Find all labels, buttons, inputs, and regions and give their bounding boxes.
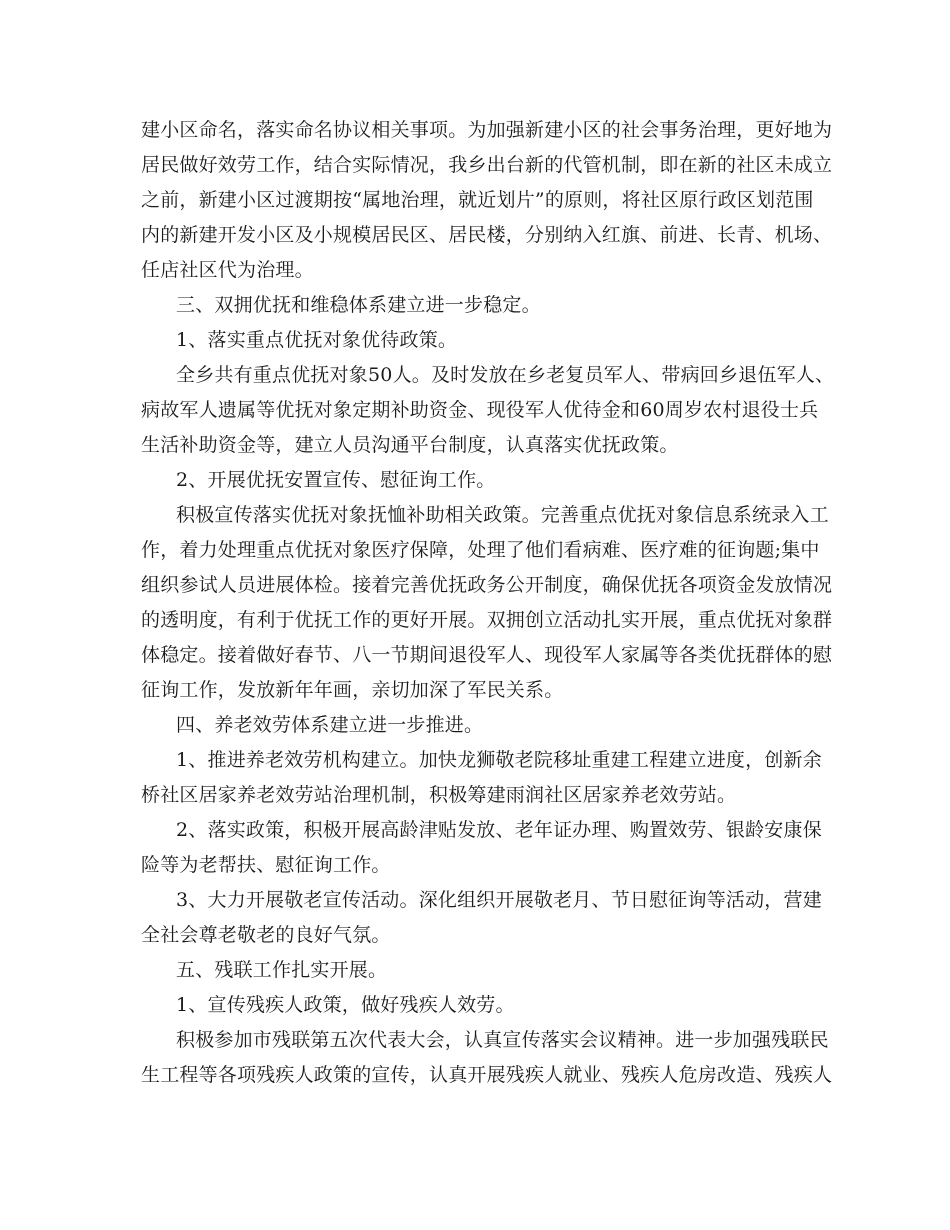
paragraph-line: 组织参试人员进展体检。接着完善优抚政务公开制度，确保优抚各项资金发放情况 [141,574,833,596]
paragraph-line: 的透明度，有利于优抚工作的更好开展。双拥创立活动扎实开展，重点优抚对象群 [141,609,833,631]
paragraph-line: 生工程等各项残疾人政策的宣传，认真开展残疾人就业、残疾人危房改造、残疾人 [141,1064,833,1086]
paragraph-line: 居民做好效劳工作，结合实际情况，我乡出台新的代管机制，即在新的社区未成立 [141,154,833,176]
paragraph-line: 体稳定。接着做好春节、八一节期间退役军人、现役军人家属等各类优抚群体的慰 [141,644,833,666]
paragraph-line: 征询工作，发放新年年画，亲切加深了军民关系。 [141,679,564,701]
paragraph-line: 2、落实政策，积极开展高龄津贴发放、老年证办理、购置效劳、银龄安康保 [176,819,822,841]
paragraph-line: 内的新建开发小区及小规模居民区、居民楼，分别纳入红旗、前进、长青、机场、 [141,224,833,246]
paragraph-line: 积极参加市残联第五次代表大会，认真宣传落实会议精神。进一步加强残联民 [176,1029,829,1051]
section-heading: 四、养老效劳体系建立进一步推进。 [176,714,484,736]
paragraph-line: 建小区命名，落实命名协议相关事项。为加强新建小区的社会事务治理，更好地为 [141,119,833,141]
paragraph-line: 1、推进养老效劳机构建立。加快龙狮敬老院移址重建工程建立进度，创新余 [176,749,822,771]
paragraph-line: 全社会尊老敬老的良好气氛。 [141,924,391,946]
subsection-heading: 1、落实重点优抚对象优待政策。 [176,329,458,351]
paragraph-line: 3、大力开展敬老宣传活动。深化组织开展敬老月、节日慰征询等活动，营建 [176,889,822,911]
section-heading: 三、双拥优抚和维稳体系建立进一步稳定。 [176,294,541,316]
paragraph-line: 任店社区代为治理。 [141,259,314,281]
paragraph-line: 作，着力处理重点优抚对象医疗保障，处理了他们看病难、医疗难的征询题;集中 [141,539,820,561]
subsection-heading: 1、宣传残疾人政策，做好残疾人效劳。 [176,994,515,1016]
paragraph-line: 全乡共有重点优抚对象50人。及时发放在乡老复员军人、带病回乡退伍军人、 [176,364,835,386]
paragraph-line: 险等为老帮扶、慰征询工作。 [141,854,391,876]
paragraph-line: 之前，新建小区过渡期按“属地治理，就近划片”的原则，将社区原行政区划范围 [141,189,814,211]
subsection-heading: 2、开展优抚安置宣传、慰征询工作。 [176,469,496,491]
section-heading: 五、残联工作扎实开展。 [176,959,388,981]
paragraph-line: 病故军人遗属等优抚对象定期补助资金、现役军人优待金和60周岁农村退役士兵 [141,399,819,421]
paragraph-line: 生活补助资金等，建立人员沟通平台制度，认真落实优抚政策。 [141,434,679,456]
paragraph-line: 桥社区居家养老效劳站治理机制，积极筹建雨润社区居家养老效劳站。 [141,784,737,806]
paragraph-line: 积极宣传落实优抚对象抚恤补助相关政策。完善重点优抚对象信息系统录入工 [176,504,829,526]
